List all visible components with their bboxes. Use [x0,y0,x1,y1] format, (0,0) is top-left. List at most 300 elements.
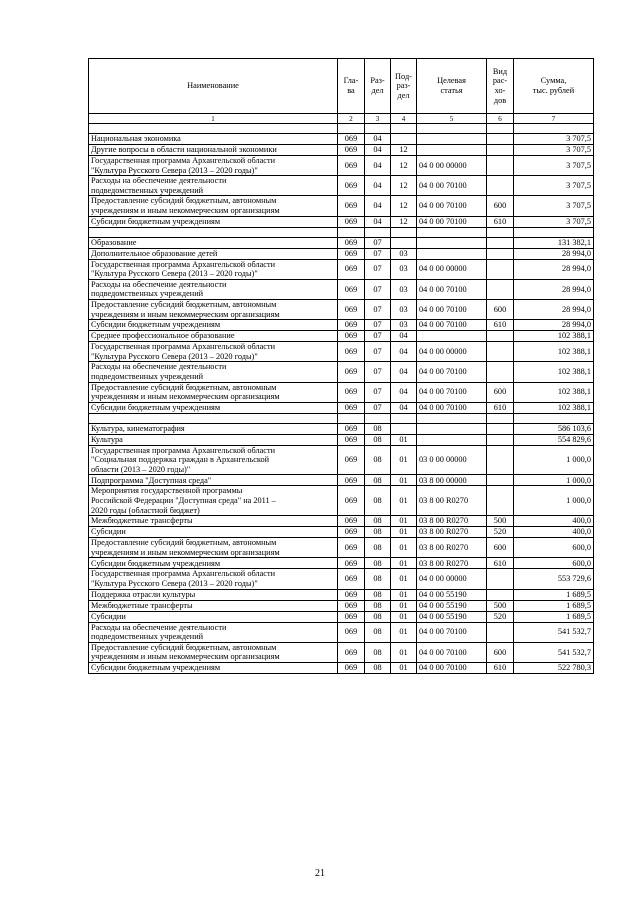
table-body [89,124,594,674]
cell-name: Субсидии бюджетным учреждениям [89,558,338,569]
cell-statya: 03 8 00 R0270 [417,516,487,527]
cell-glava: 069 [338,145,365,156]
cell-podrazdel: 01 [391,569,417,589]
cell-podrazdel: 12 [391,145,417,156]
cell-razdel: 08 [365,569,391,589]
cell-razdel: 08 [365,486,391,516]
cell-statya: 03 8 00 R0270 [417,538,487,558]
cell-name: Предоставление субсидий бюджетным, автономным учреждениям и иным некоммерческим организациям [89,538,338,558]
cell-vid [487,259,514,279]
cell-podrazdel: 01 [391,445,417,475]
table-row [89,248,594,259]
col-header-vid: Вид рас- хо- дов [487,59,514,114]
table-row [89,216,594,227]
cell-statya: 04 0 00 70100 [417,663,487,674]
cell-sum: 102 388,1 [514,382,594,402]
cell-podrazdel: 01 [391,475,417,486]
cell-podrazdel: 01 [391,527,417,538]
cell-vid [487,423,514,434]
cell-podrazdel [391,423,417,434]
cell-name: Национальная экономика [89,134,338,145]
cell-sum: 1 000,0 [514,445,594,475]
table-row [89,423,594,434]
cell-glava: 069 [338,558,365,569]
cell-razdel: 07 [365,320,391,331]
table-row [89,320,594,331]
cell-sum: 1 689,5 [514,589,594,600]
cell-sum: 102 388,1 [514,342,594,362]
cell-razdel: 04 [365,176,391,196]
table-row [89,362,594,382]
cell-glava: 069 [338,176,365,196]
cell-name: Государственная программа Архангельской области "Культура Русского Севера (2013 – 2020 годы)" [89,342,338,362]
cell-podrazdel [391,134,417,145]
cell-statya: 03 0 00 00000 [417,445,487,475]
table-row [89,196,594,216]
cell-vid [487,156,514,176]
cell-statya: 04 0 00 70100 [417,382,487,402]
cell-razdel: 04 [365,134,391,145]
cell-podrazdel [391,237,417,248]
spacer-row [89,227,594,237]
cell-statya [417,134,487,145]
cell-statya [417,331,487,342]
empty-cell [89,227,338,237]
cell-statya: 04 0 00 70100 [417,622,487,642]
cell-podrazdel: 01 [391,611,417,622]
cell-vid: 610 [487,320,514,331]
cell-name: Государственная программа Архангельской области "Культура Русского Севера (2013 – 2020 годы)" [89,259,338,279]
cell-podrazdel: 01 [391,516,417,527]
cell-vid: 520 [487,611,514,622]
cell-name: Поддержка отрасли культуры [89,589,338,600]
cell-razdel: 08 [365,516,391,527]
cell-vid [487,362,514,382]
cell-name: Предоставление субсидий бюджетным, автономным учреждениям и иным некоммерческим организациям [89,642,338,662]
cell-vid [487,475,514,486]
cell-sum: 541 532,7 [514,642,594,662]
cell-razdel: 07 [365,382,391,402]
cell-razdel: 07 [365,299,391,319]
cell-glava: 069 [338,237,365,248]
cell-sum: 400,0 [514,527,594,538]
cell-statya: 04 0 00 70100 [417,299,487,319]
cell-statya [417,434,487,445]
table-row [89,558,594,569]
cell-statya: 04 0 00 55190 [417,600,487,611]
cell-glava: 069 [338,527,365,538]
cell-podrazdel: 12 [391,156,417,176]
col-number: 3 [365,114,391,124]
cell-glava: 069 [338,538,365,558]
cell-razdel: 07 [365,237,391,248]
col-header-razdel: Раз- дел [365,59,391,114]
cell-sum: 1 689,5 [514,600,594,611]
cell-podrazdel: 03 [391,279,417,299]
cell-name: Межбюджетные трансферты [89,516,338,527]
cell-sum: 3 707,5 [514,156,594,176]
cell-name: Подпрограмма "Доступная среда" [89,475,338,486]
empty-cell [365,124,391,134]
cell-podrazdel: 03 [391,320,417,331]
cell-glava: 069 [338,382,365,402]
empty-cell [417,227,487,237]
cell-statya [417,423,487,434]
header-row [89,59,594,114]
cell-glava: 069 [338,569,365,589]
cell-name: Культура, кинематография [89,423,338,434]
cell-podrazdel: 12 [391,196,417,216]
cell-vid [487,145,514,156]
cell-glava: 069 [338,259,365,279]
cell-statya: 04 0 00 70100 [417,176,487,196]
cell-razdel: 04 [365,156,391,176]
col-header-name: Наименование [89,59,338,114]
cell-sum: 28 994,0 [514,279,594,299]
empty-cell [417,413,487,423]
cell-sum: 28 994,0 [514,299,594,319]
cell-name: Дополнительное образование детей [89,248,338,259]
cell-glava: 069 [338,434,365,445]
cell-statya [417,237,487,248]
table-row [89,402,594,413]
cell-name: Среднее профессиональное образование [89,331,338,342]
cell-vid: 500 [487,600,514,611]
cell-vid [487,279,514,299]
cell-sum: 3 707,5 [514,176,594,196]
table-row [89,145,594,156]
table-row [89,434,594,445]
cell-podrazdel: 01 [391,663,417,674]
cell-podrazdel: 03 [391,259,417,279]
cell-statya: 03 8 00 R0270 [417,558,487,569]
cell-sum: 102 388,1 [514,362,594,382]
empty-cell [514,124,594,134]
cell-name: Субсидии бюджетным учреждениям [89,320,338,331]
table-row [89,299,594,319]
cell-podrazdel: 01 [391,600,417,611]
cell-razdel: 08 [365,538,391,558]
cell-razdel: 08 [365,642,391,662]
cell-statya: 04 0 00 00000 [417,342,487,362]
cell-sum: 522 780,3 [514,663,594,674]
cell-sum: 1 000,0 [514,486,594,516]
cell-glava: 069 [338,134,365,145]
table-row [89,622,594,642]
cell-sum: 3 707,5 [514,134,594,145]
cell-razdel: 07 [365,362,391,382]
cell-vid: 610 [487,558,514,569]
cell-sum: 1 000,0 [514,475,594,486]
cell-vid: 520 [487,527,514,538]
cell-vid [487,569,514,589]
cell-podrazdel: 04 [391,362,417,382]
cell-glava: 069 [338,642,365,662]
cell-statya [417,248,487,259]
cell-vid [487,176,514,196]
table-row [89,342,594,362]
col-number: 1 [89,114,338,124]
cell-razdel: 08 [365,475,391,486]
cell-podrazdel: 01 [391,622,417,642]
table-row [89,382,594,402]
cell-glava: 069 [338,342,365,362]
cell-razdel: 08 [365,600,391,611]
cell-statya: 04 0 00 00000 [417,569,487,589]
table-row [89,331,594,342]
cell-statya: 04 0 00 70100 [417,642,487,662]
document-page [88,58,593,674]
cell-vid: 610 [487,663,514,674]
cell-razdel: 08 [365,434,391,445]
cell-vid [487,331,514,342]
page-number: 21 [315,868,325,879]
cell-glava: 069 [338,423,365,434]
cell-name: Субсидии бюджетным учреждениям [89,402,338,413]
cell-vid: 600 [487,538,514,558]
cell-podrazdel: 01 [391,589,417,600]
cell-vid: 610 [487,402,514,413]
col-header-podrazdel: Под- раз- дел [391,59,417,114]
col-header-statya: Целевая статья [417,59,487,114]
cell-podrazdel: 04 [391,382,417,402]
cell-podrazdel: 04 [391,331,417,342]
cell-statya: 04 0 00 70100 [417,320,487,331]
cell-podrazdel: 01 [391,558,417,569]
cell-name: Субсидии бюджетным учреждениям [89,663,338,674]
cell-name: Предоставление субсидий бюджетным, автономным учреждениям и иным некоммерческим организациям [89,299,338,319]
cell-vid: 610 [487,216,514,227]
cell-sum: 1 689,5 [514,611,594,622]
cell-glava: 069 [338,445,365,475]
cell-vid: 600 [487,196,514,216]
cell-razdel: 07 [365,342,391,362]
table-row [89,600,594,611]
empty-cell [365,413,391,423]
cell-sum: 131 382,1 [514,237,594,248]
cell-sum: 600,0 [514,538,594,558]
cell-name: Предоставление субсидий бюджетным, автономным учреждениям и иным некоммерческим организациям [89,382,338,402]
cell-vid [487,342,514,362]
cell-statya: 04 0 00 55190 [417,611,487,622]
cell-name: Расходы на обеспечение деятельности подведомственных учреждений [89,622,338,642]
table-row [89,527,594,538]
cell-glava: 069 [338,196,365,216]
table-row [89,611,594,622]
cell-vid [487,434,514,445]
cell-glava: 069 [338,600,365,611]
cell-razdel: 08 [365,527,391,538]
cell-glava: 069 [338,475,365,486]
cell-name: Субсидии [89,527,338,538]
cell-razdel: 04 [365,145,391,156]
table-row [89,486,594,516]
cell-name: Расходы на обеспечение деятельности подведомственных учреждений [89,279,338,299]
table-row [89,569,594,589]
cell-name: Межбюджетные трансферты [89,600,338,611]
empty-cell [487,124,514,134]
cell-name: Субсидии [89,611,338,622]
cell-name: Расходы на обеспечение деятельности подведомственных учреждений [89,362,338,382]
cell-glava: 069 [338,279,365,299]
cell-statya: 04 0 00 70100 [417,196,487,216]
cell-name: Субсидии бюджетным учреждениям [89,216,338,227]
empty-cell [391,124,417,134]
cell-podrazdel: 01 [391,538,417,558]
col-number: 7 [514,114,594,124]
empty-cell [514,413,594,423]
spacer-row [89,124,594,134]
cell-glava: 069 [338,320,365,331]
cell-glava: 069 [338,622,365,642]
cell-name: Культура [89,434,338,445]
cell-statya: 04 0 00 55190 [417,589,487,600]
empty-cell [338,413,365,423]
cell-sum: 553 729,6 [514,569,594,589]
cell-podrazdel: 12 [391,176,417,196]
cell-name: Государственная программа Архангельской области "Культура Русского Севера (2013 – 2020 годы)" [89,569,338,589]
cell-sum: 554 829,6 [514,434,594,445]
cell-podrazdel: 01 [391,486,417,516]
cell-statya: 04 0 00 70100 [417,279,487,299]
cell-vid: 600 [487,642,514,662]
cell-podrazdel: 03 [391,248,417,259]
spacer-row [89,413,594,423]
cell-razdel: 07 [365,402,391,413]
cell-sum: 102 388,1 [514,402,594,413]
column-number-row [89,114,594,124]
empty-cell [391,413,417,423]
cell-sum: 541 532,7 [514,622,594,642]
cell-sum: 28 994,0 [514,259,594,279]
cell-vid [487,445,514,475]
cell-statya: 04 0 00 00000 [417,156,487,176]
empty-cell [338,227,365,237]
cell-vid [487,486,514,516]
table-row [89,538,594,558]
cell-sum: 28 994,0 [514,320,594,331]
table-row [89,176,594,196]
cell-razdel: 08 [365,611,391,622]
cell-vid [487,589,514,600]
cell-razdel: 08 [365,423,391,434]
cell-sum: 3 707,5 [514,216,594,227]
col-number: 5 [417,114,487,124]
cell-podrazdel: 12 [391,216,417,227]
cell-glava: 069 [338,216,365,227]
cell-razdel: 07 [365,279,391,299]
col-number: 4 [391,114,417,124]
cell-name: Предоставление субсидий бюджетным, автономным учреждениям и иным некоммерческим организациям [89,196,338,216]
cell-vid: 500 [487,516,514,527]
cell-sum: 586 103,6 [514,423,594,434]
cell-glava: 069 [338,486,365,516]
budget-table [88,58,594,674]
cell-statya: 04 0 00 70100 [417,216,487,227]
cell-glava: 069 [338,611,365,622]
cell-statya: 03 8 00 00000 [417,475,487,486]
table-row [89,642,594,662]
table-row [89,237,594,248]
cell-glava: 069 [338,516,365,527]
cell-name: Образование [89,237,338,248]
cell-statya: 03 8 00 R0270 [417,486,487,516]
cell-podrazdel: 04 [391,402,417,413]
cell-glava: 069 [338,299,365,319]
cell-sum: 28 994,0 [514,248,594,259]
cell-vid [487,134,514,145]
cell-sum: 400,0 [514,516,594,527]
cell-statya: 03 8 00 R0270 [417,527,487,538]
cell-vid: 600 [487,299,514,319]
cell-razdel: 04 [365,196,391,216]
cell-vid [487,248,514,259]
cell-glava: 069 [338,331,365,342]
cell-sum: 3 707,5 [514,145,594,156]
cell-statya: 04 0 00 00000 [417,259,487,279]
table-row [89,589,594,600]
table-row [89,516,594,527]
cell-glava: 069 [338,402,365,413]
cell-name: Государственная программа Архангельской области "Социальная поддержка граждан в Архангельской области (2013 – 2020 годы)" [89,445,338,475]
cell-statya: 04 0 00 70100 [417,402,487,413]
cell-razdel: 04 [365,216,391,227]
empty-cell [514,227,594,237]
cell-vid [487,237,514,248]
cell-razdel: 07 [365,248,391,259]
cell-glava: 069 [338,156,365,176]
cell-sum: 102 388,1 [514,331,594,342]
cell-razdel: 08 [365,622,391,642]
cell-razdel: 07 [365,259,391,279]
table-row [89,663,594,674]
empty-cell [417,124,487,134]
table-row [89,134,594,145]
empty-cell [391,227,417,237]
empty-cell [487,413,514,423]
col-number: 6 [487,114,514,124]
cell-vid [487,622,514,642]
cell-statya: 04 0 00 70100 [417,362,487,382]
cell-razdel: 07 [365,331,391,342]
cell-sum: 3 707,5 [514,196,594,216]
cell-glava: 069 [338,663,365,674]
cell-glava: 069 [338,362,365,382]
col-header-glava: Гла- ва [338,59,365,114]
cell-name: Государственная программа Архангельской области "Культура Русского Севера (2013 – 2020 годы)" [89,156,338,176]
table-row [89,445,594,475]
empty-cell [338,124,365,134]
cell-podrazdel: 03 [391,299,417,319]
cell-razdel: 08 [365,589,391,600]
col-number: 2 [338,114,365,124]
cell-razdel: 08 [365,558,391,569]
table-row [89,279,594,299]
cell-name: Мероприятия государственной программы Российской Федерации "Доступная среда" на 2011 – 2020 годы (областной бюджет) [89,486,338,516]
empty-cell [365,227,391,237]
cell-vid: 600 [487,382,514,402]
cell-name: Расходы на обеспечение деятельности подведомственных учреждений [89,176,338,196]
cell-podrazdel: 04 [391,342,417,362]
col-header-sum: Сумма, тыс. рублей [514,59,594,114]
cell-statya [417,145,487,156]
empty-cell [89,413,338,423]
cell-glava: 069 [338,589,365,600]
cell-podrazdel: 01 [391,642,417,662]
table-row [89,156,594,176]
cell-razdel: 08 [365,445,391,475]
table-row [89,259,594,279]
